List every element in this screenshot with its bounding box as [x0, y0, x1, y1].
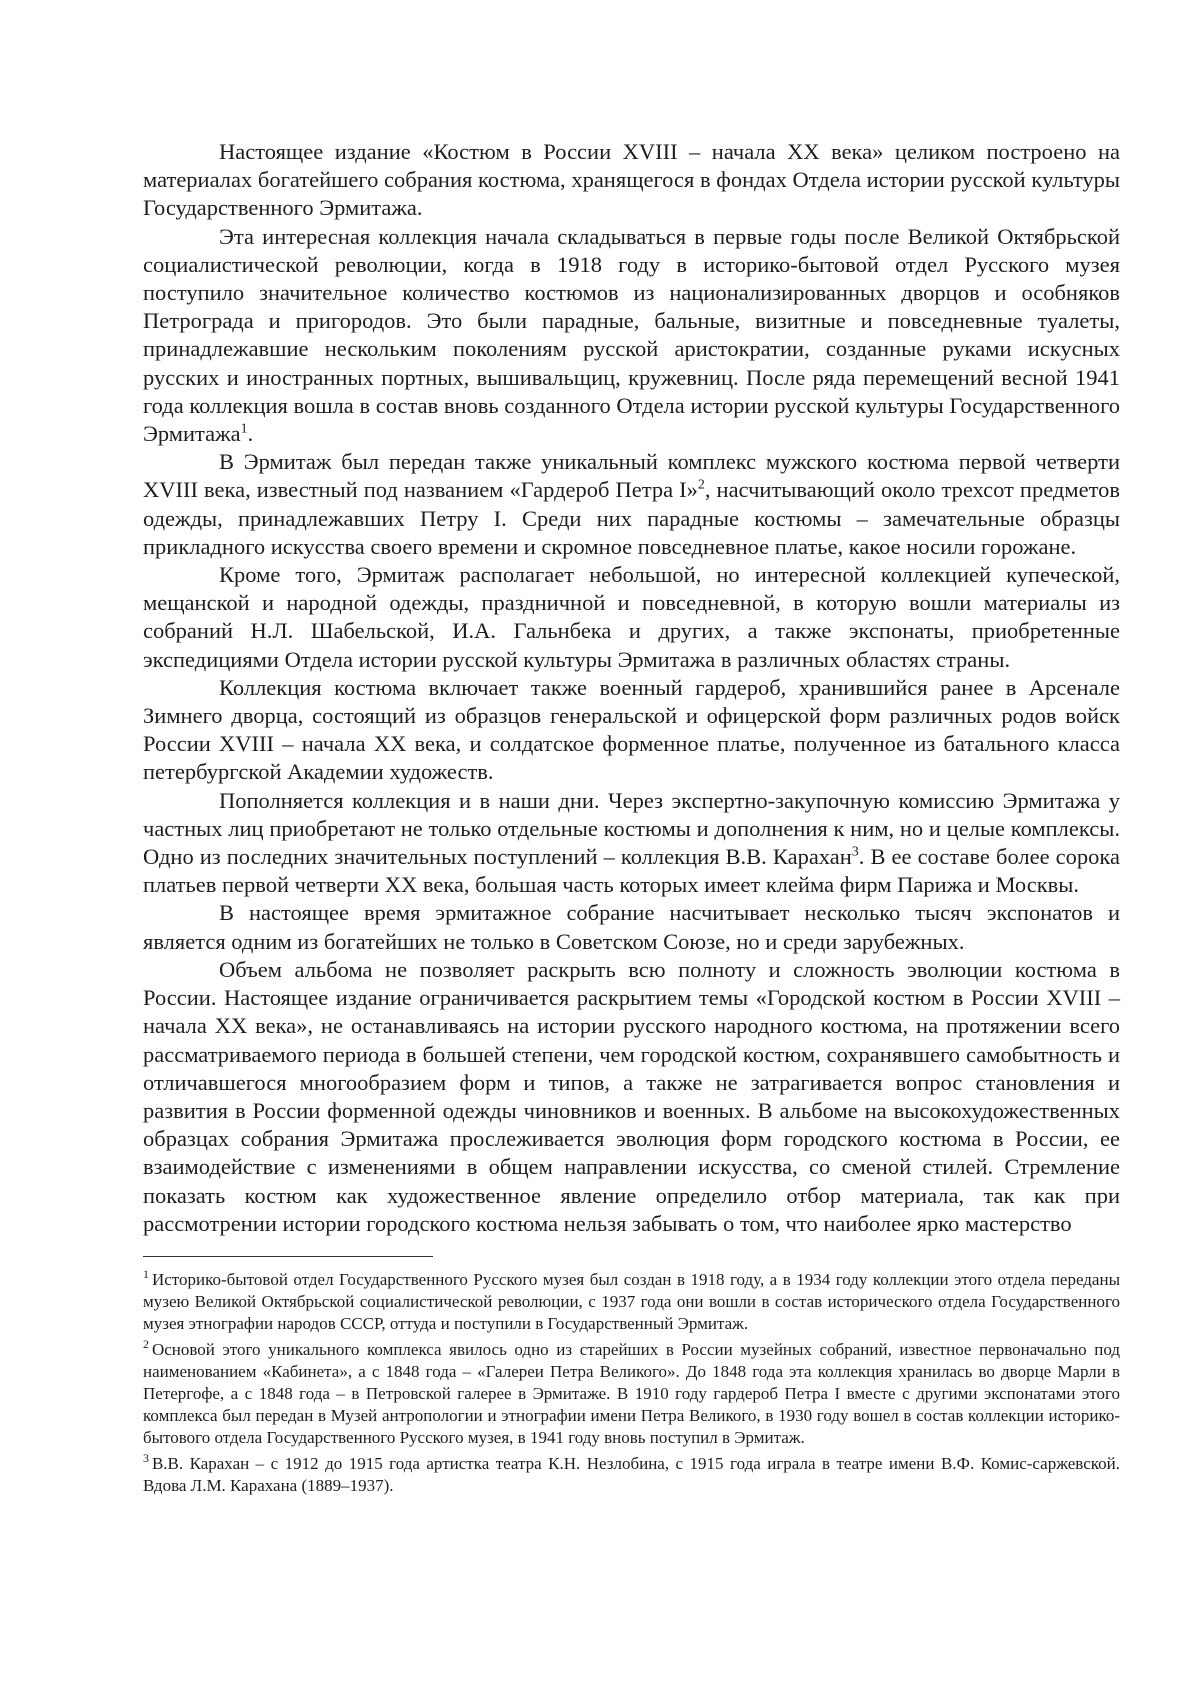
body-text	[143, 138, 1120, 1238]
paragraph: В настоящее время эрмитажное собрание насчитывает несколько тысяч экспонатов и является одним из богатейших не только в Советском Союзе, но и среди зарубежных.	[143, 900, 1120, 954]
document-page	[143, 138, 1120, 1500]
footnote-number: 1	[143, 1267, 149, 1282]
paragraph: В Эрмитаж был передан также уникальный комплекс мужского костюма первой четверти XVIII века, известный под названием «Гардероб Петра I»$^2$, насчитывающий около трехсот предметов одежды, принадлежавших Петру I. Среди них парадные костюмы – замечательные образцы прикладного искусства своего времени и скромное повседневное платье, какое носили горожане.	[143, 449, 1120, 559]
paragraph: Эта интересная коллекция начала складываться в первые годы после Великой Октябрьской социалистической революции, когда в 1918 году в историко-бытовой отдел Русского музея поступило значительное количество костюмов из национализированных дворцов и особняков Петрограда и пригородов. Это были парадные, бальные, визитные и повседневные туалеты, принадлежавшие нескольким поколениям русской аристократии, созданные руками искусных русских и иностранных портных, вышивальщиц, кружевниц. После ряда перемещений весной 1941 года коллекция вошла в состав вновь созданного Отдела истории русской культуры Государственного Эрмитажа$^1$.	[143, 223, 1120, 447]
paragraph: Пополняется коллекция и в наши дни. Через экспертно-закупочную комиссию Эрмитажа у частных лиц приобретают не только отдельные костюмы и дополнения к ним, но и целые комплексы. Одно из последних значительных поступлений – коллекция В.В. Карахан$^3$. В ее составе более сорока платьев первой четверти XX века, большая часть которых имеет клейма фирм Парижа и Москвы.	[143, 787, 1120, 898]
footnote-ref[interactable]: 3	[851, 844, 859, 860]
paragraph: Настоящее издание «Костюм в России XVIII – начала XX века» целиком построено на материалах богатейшего собрания костюма, хранящегося в фондах Отдела истории русской культуры Государственного Эрмитажа.	[143, 139, 1120, 221]
footnote: $^2$ Основой этого уникального комплекса явилось одно из старейших в России музейных собраний, известное первоначально под наименованием «Кабинета», а с 1848 года – «Галереи Петра Великого». До 1848 года эта коллекция хранилась во дворце Марли в Петергофе, а с 1848 года – в Петровской галерее в Эрмитаже. В 1910 году гардероб Петра I вместе с другими экспонатами этого комплекса был передан в Музей антропологии и этнографии имени Петра Великого, в 1930 году вошел в состав коллекции историко-бытового отдела Государственного Русского музея, в 1941 году вновь поступил в Эрмитаж.	[143, 1336, 1120, 1448]
footnote-divider	[143, 1256, 433, 1257]
paragraph: Кроме того, Эрмитаж располагает небольшой, но интересной коллекцией купеческой, мещанской и народной одежды, праздничной и повседневной, в которую вошли материалы из собраний Н.Л. Шабельской, И.А. Гальнбека и других, а также экспонаты, приобретенные экспедициями Отдела истории русской культуры Эрмитажа в различных областях страны.	[143, 562, 1120, 672]
footnote-ref[interactable]: 2	[697, 477, 705, 493]
footnote-ref[interactable]: 1	[240, 421, 248, 437]
paragraph: Объем альбома не позволяет раскрыть всю полноту и сложность эволюции костюма в России. Настоящее издание ограничивается раскрытием темы «Городской костюм в России XVIII – начала XX века», не останавливаясь на истории русского народного костюма, на протяжении всего рассматриваемого периода в большей степени, чем городской костюм, сохранявшего самобытность и отличавшегося многообразием форм и типов, а также не затрагивается вопрос становления и развития в России форменной одежды чиновников и военных. В альбоме на высокохудожественных образцах собрания Эрмитажа прослеживается эволюция форм городского костюма в России, ее взаимодействие с изменениями в общем направлении искусства, со сменой стилей. Стремление показать костюм как художественное явление определило отбор материала, так как при рассмотрении истории городского костюма нельзя забывать о том, что наиболее ярко мастерство	[143, 956, 1120, 1236]
footnotes	[143, 1269, 1120, 1497]
footnote: $^3$ В.В. Карахан – с 1912 до 1915 года артистка театра К.Н. Незлобина, с 1915 года играла в театре имени В.Ф. Комис-саржевской. Вдова Л.М. Карахана (1889–1937).	[143, 1450, 1120, 1495]
footnote-number: 2	[143, 1336, 149, 1351]
footnote-number: 3	[143, 1450, 149, 1465]
paragraph: Коллекция костюма включает также военный гардероб, хранившийся ранее в Арсенале Зимнего дворца, состоящий из образцов генеральской и офицерской форм различных родов войск России XVIII – начала XX века, и солдатское форменное платье, полученное из батального класса петербургской Академии художеств.	[143, 674, 1120, 785]
footnote: $^1$ Историко-бытовой отдел Государственного Русского музея был создан в 1918 году, а в 1934 году коллекции этого отдела переданы музею Великой Октябрьской социалистической революции, с 1937 года они вошли в состав исторического отдела Государственного музея этнографии народов СССР, оттуда и поступили в Государственный Эрмитаж.	[143, 1267, 1120, 1334]
